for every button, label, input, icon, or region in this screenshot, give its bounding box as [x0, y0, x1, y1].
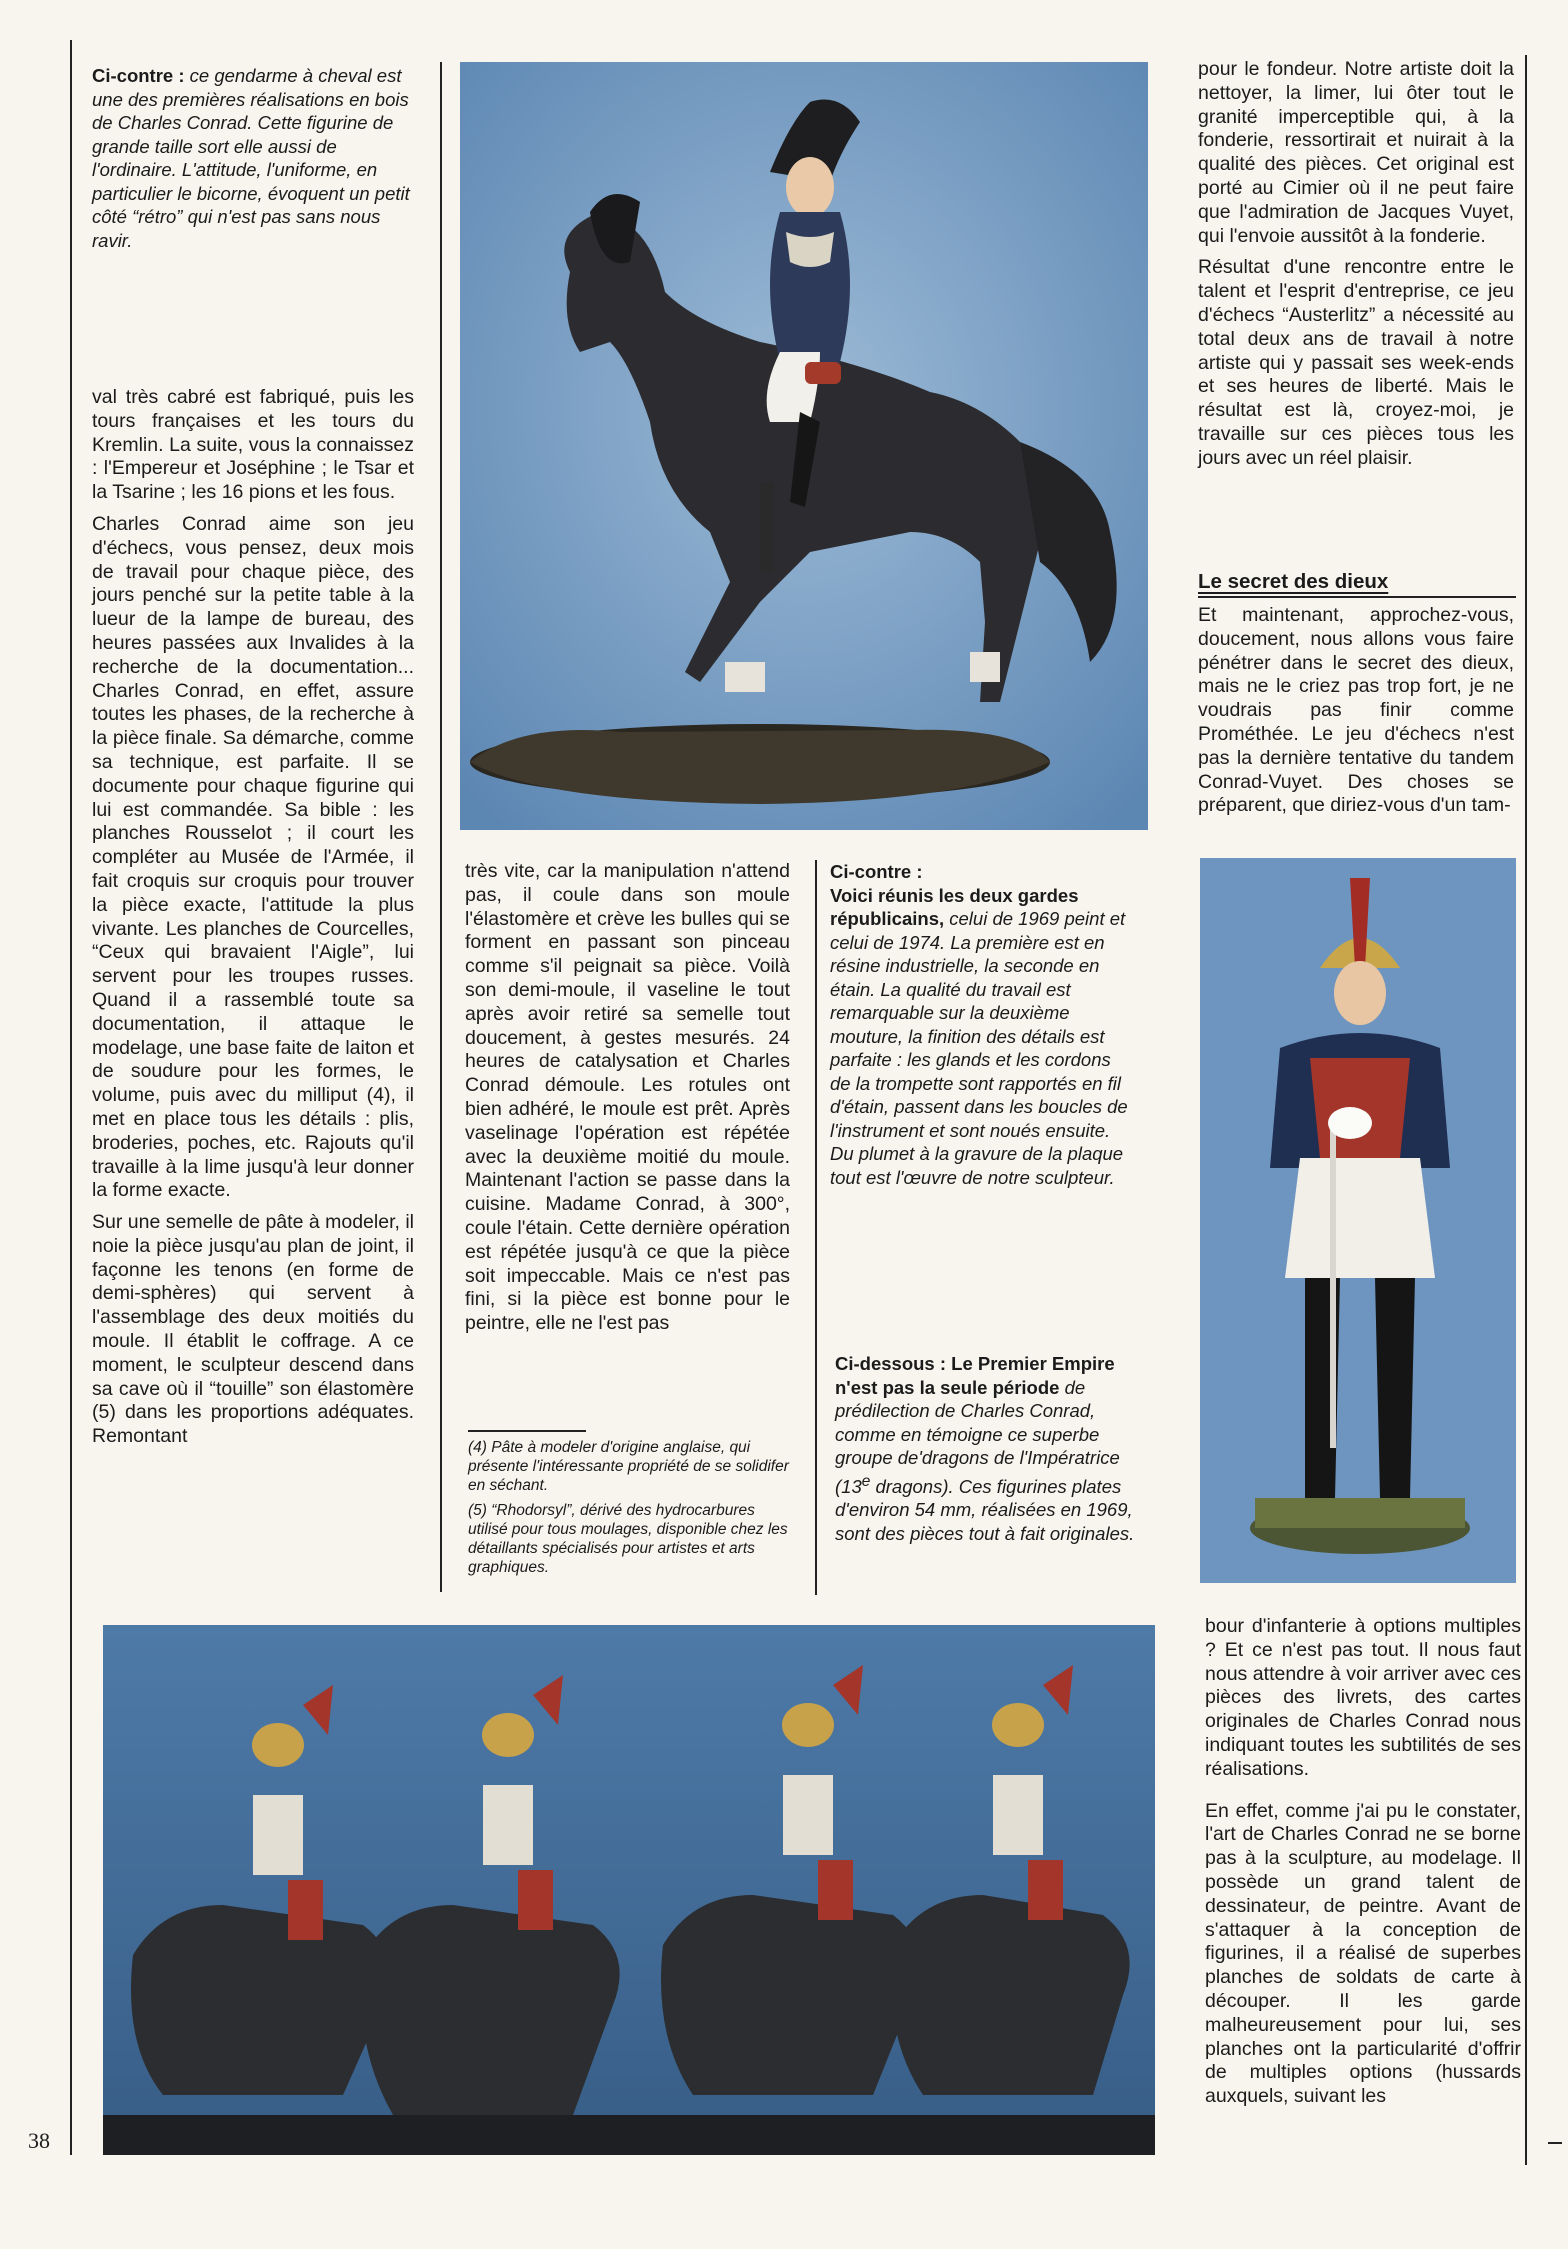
paragraph: Résultat d'une rencontre entre le talent et l'esprit d'entreprise, ce jeu d'échecs “Austerlitz” a nécessité au total deux ans de travail à notre artiste qui y passait ses week-ends et ses heures de liberté. Mais le résultat est là, croyez-moi, je travaille sur ces pièces tous les jours avec un réel plaisir. [1198, 256, 1514, 469]
caption-gardes [830, 860, 1130, 1189]
column-rule-left [70, 40, 72, 2155]
paragraph: pour le fondeur. Notre artiste doit la nettoyer, la limer, lui ôter tout le granité imperceptible qui, à la fonderie, ressortirait et nuirait à la qualité des pièces. Cet original est porté au Cimier où il ne peut faire que l'admiration de Jacques Vuyet, qui l'envoie aussitôt à la fonderie. [1198, 58, 1514, 247]
photo-mounted-gendarme [460, 62, 1148, 830]
photo-dragons-group [103, 1625, 1155, 2155]
margin-dash [1548, 2142, 1562, 2144]
caption-text: celui de 1969 peint et celui de 1974. La première est en résine industrielle, la seconde en étain. La qualité du travail est remarquable sur la deuxième mouture, la finition des détails est parfaite : les glands et les cordons de la trompette sont rapportés en fil d'étain, passent dans les boucles de l'instrument et sont noués ensuite. Du plumet à la gravure de la plaque tout est l'œuvre de notre sculpteur. [830, 908, 1128, 1188]
section-heading: Le secret des dieux [1198, 570, 1389, 593]
paragraph: très vite, car la manipulation n'attend pas, il coule dans son moule l'élastomère et crève les bulles qui se forment en passant son pinceau comme s'il peignait sa pièce. Voilà son demi-moule, il vaseline le tout après avoir retiré sa semelle tout doucement, à gestes mesurés. 24 heures de catalysation et Charles Conrad démoule. Les rotules ont bien adhéré, le moule est prêt. Après vaselinage l'opération est répétée avec la deuxième moitié du moule. Maintenant l'action se passe dans la cuisine. Madame Conrad, à 300°, coule l'étain. Cette dernière opération est répétée jusqu'à ce que la pièce soit impeccable. Mais ce n'est pas fini, si la pièce est bonne pour le peintre, elle ne l'est pas [465, 860, 790, 1335]
photo-garde-republicain [1200, 858, 1516, 1583]
caption-lead: Ci-dessous : Le Premier Empire n'est pas la seule période [835, 1353, 1115, 1398]
column-rule-center [815, 860, 817, 1595]
caption-text: de prédilection de Charles Conrad, comme en témoigne ce superbe groupe de'dragons de l'Impératrice (13 [835, 1376, 1120, 1497]
superscript: e [861, 1472, 871, 1490]
caption-lead: Ci-contre : [92, 65, 185, 86]
page-number: 38 [28, 2128, 50, 2153]
column-rule-middle [440, 62, 442, 1592]
footnote-rule [468, 1430, 586, 1432]
paragraph: Charles Conrad aime son jeu d'échecs, vous pensez, deux mois de travail pour chaque pièce, des jours penché sur la petite table à la lueur de la lampe de bureau, des heures passées aux Invalides à la recherche de la documentation... Charles Conrad, en effet, assure toutes les phases, de la recherche à la pièce finale. Sa démarche, comme sa technique, est parfaite. Il se documente pour chaque figurine qui lui est commandée. Sa bible : les planches Rousselot ; il court les compléter au Musée de l'Armée, il fait croquis sur croquis pour trouver la pièce exacte, l'attitude la plus vivante. Les planches de Courcelles, “Ceux qui bravaient l'Aigle”, lui servent pour les troupes russes. Quand il a rassemblé toute sa documentation, il attaque le modelage, une base faite de laiton et de soudure pour les formes, le volume, puis avec du milliput (4), il met en place tous les détails : plis, broderies, poches, etc. Rajouts qu'il travaille à la lime jusqu'à leur donner la forme exacte. [92, 512, 414, 1202]
column-rule-right [1525, 55, 1527, 2165]
footnotes [468, 1438, 790, 1583]
paragraph: bour d'infanterie à options multiples ? Et ce n'est pas tout. Il nous faut nous attendre à voir arriver avec ces pièces des livrets, des cartes originales de Charles Conrad nous indiquant toutes les subtilités de ses réalisations. [1205, 1615, 1521, 1780]
caption-bold: Voici réunis les deux gardes républicains, [830, 884, 1079, 929]
column-middle-text [465, 860, 790, 1344]
caption-text: dragons). Ces figurines plates d'environ 54 mm, réalisées en 1969, sont des pièces tout à fait originales. [835, 1475, 1135, 1544]
caption-text: ce gendarme à cheval est une des premières réalisations en bois de Charles Conrad. Cette figurine de grande taille sort elle aussi de l'ordinaire. L'attitude, l'uniforme, en particulier le bicorne, évoquent un petit côté “rétro” qui n'est pas sans nous ravir. [92, 65, 410, 251]
caption-lead: Ci-contre : [830, 861, 923, 882]
caption-dragons [835, 1352, 1135, 1545]
footnote-4: (4) Pâte à modeler d'origine anglaise, qui présente l'intéressante propriété de se solidifer en séchant. [468, 1439, 789, 1494]
caption-gendarme [92, 64, 414, 252]
column-left-text [92, 386, 414, 1457]
column-right-text-top [1198, 58, 1514, 479]
heading-underline [1198, 596, 1516, 598]
paragraph: val très cabré est fabriqué, puis les tours françaises et les tours du Kremlin. La suite, vous la connaissez : l'Empereur et Joséphine ; le Tsar et la Tsarine ; les 16 pions et les fous. [92, 386, 414, 504]
column-right-text-mid [1198, 604, 1514, 826]
column-right-text-bottom [1205, 1615, 1521, 2117]
paragraph: En effet, comme j'ai pu le constater, l'art de Charles Conrad ne se borne pas à la sculpture, au modelage. Il possède un grand talent de dessinateur, de peintre. Avant de s'attaquer à la conception de figurines, il a réalisé de superbes planches de soldats de carte à découper. Il les garde malheureusement pour lui, ses planches ont la particularité d'offrir de multiples options (hussards auxquels, suivant les [1205, 1799, 1521, 2108]
paragraph: Sur une semelle de pâte à modeler, il noie la pièce jusqu'au plan de joint, il façonne les tenons (en forme de demi-sphères) qui servent à l'assemblage des deux moitiés du moule. Il établit le coffrage. A ce moment, le sculpteur descend dans sa cave où il “touille” son élastomère (5) dans les proportions adéquates. Remontant [92, 1211, 414, 1448]
paragraph: Et maintenant, approchez-vous, doucement, nous allons vous faire pénétrer dans le secret des dieux, mais ne le criez pas trop fort, je ne voudrais pas finir comme Prométhée. Le jeu d'échecs n'est pas la dernière tentative du tandem Conrad-Vuyet. Des choses se préparent, que diriez-vous d'un tam- [1198, 604, 1514, 817]
footnote-5: (5) “Rhodorsyl”, dérivé des hydrocarbures utilisé pour tous moulages, disponible chez les détaillants spécialisés pour artistes et arts graphiques. [468, 1502, 788, 1576]
